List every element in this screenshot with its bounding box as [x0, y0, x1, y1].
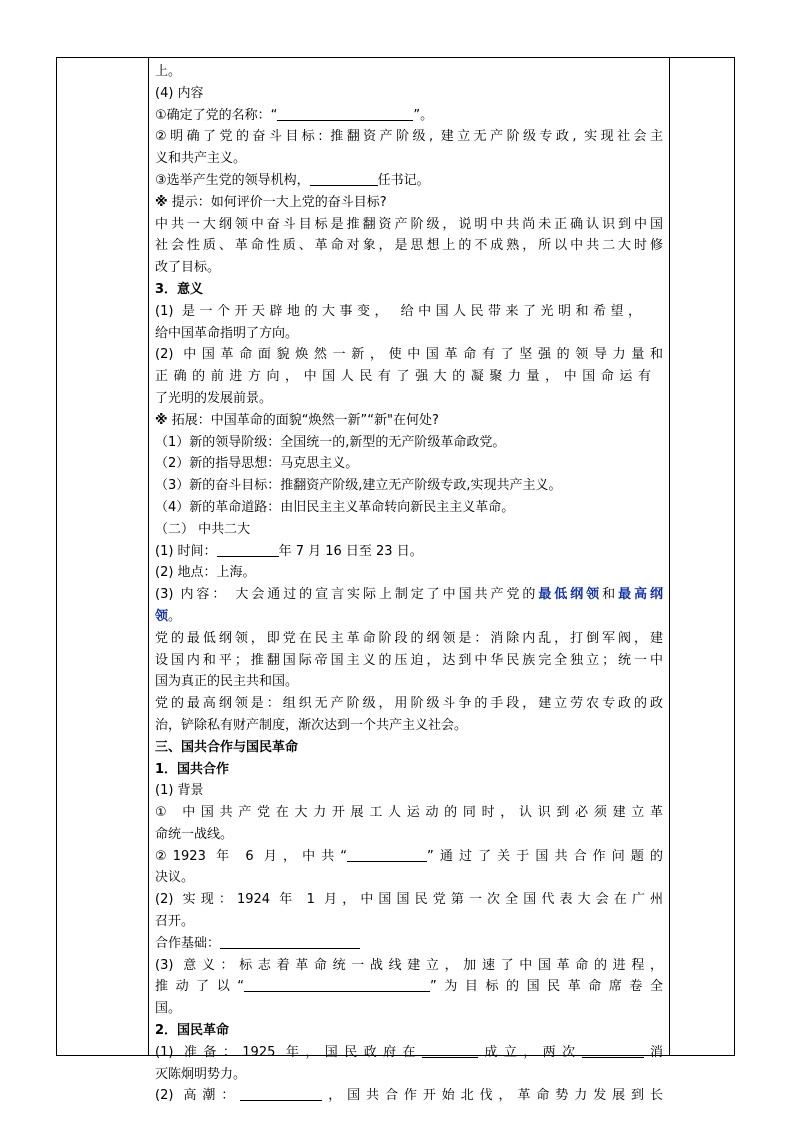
section-heading: 3．意义	[155, 281, 204, 297]
text-line: 国为真正的民主共和国。	[155, 674, 299, 690]
text-line: (3) 意义：标志着革命统一战线建立，加速了中国革命的进程，	[155, 957, 663, 973]
text-line: （4）新的革命道路：由旧民主主义革命转向新民主主义革命。	[155, 499, 515, 515]
text-line: 合作基础：	[155, 933, 663, 955]
tip-line: ※ 提示：如何评价一大上党的奋斗目标?	[155, 194, 387, 210]
text-line: ① 中国共产党在大力开展工人运动的同时，认识到必须建立革	[155, 805, 663, 821]
text-line: （2）新的指导思想：马克思主义。	[155, 456, 359, 472]
section-heading: 1．国共合作	[155, 761, 230, 777]
text-line: (2) 中国革命面貌焕然一新，使中国革命有了坚强的领导力量和	[155, 347, 663, 363]
blank-revolution-goal	[244, 977, 430, 992]
text-line: (1) 时间： 年 7 月 16 日至 23 日。	[155, 543, 423, 559]
section-heading: 三、国共合作与国民革命	[155, 739, 299, 755]
column-divider-right	[669, 58, 670, 1055]
minimum-program: 最低纲领	[538, 587, 603, 603]
text-line: 命统一战线。	[155, 826, 234, 842]
text-line: (1) 准备：1925 年，国民政府在 成立，两次 消	[155, 1044, 663, 1060]
blank-secretary	[310, 171, 378, 186]
section-heading: 2．国民革命	[155, 1023, 230, 1039]
text-line: 召开。	[155, 914, 195, 930]
text-line: 社会性质、革命性质、革命对象，是思想上的不成熟，所以中共二大时修	[155, 238, 663, 254]
content-column	[149, 58, 669, 1104]
text-line: 中共一大纲领中奋斗目标是推翻资产阶级，说明中共尚未正确认识到中国	[155, 216, 663, 232]
blank-expedition	[582, 1043, 644, 1058]
text-line: ②明确了党的奋斗目标: 推翻资产阶级, 建立无产阶级专政, 实现社会主	[155, 129, 663, 145]
text-line: （1）新的领导阶级：全国统一的,新型的无产阶级革命政党。	[155, 434, 506, 450]
text-line: 正确的前进方向，中国人民有了强大的凝聚力量，中国命运有	[155, 369, 651, 385]
text-line: (3) 内容： 大会通过的宣言实际上制定了中国共产党的最低纲领和最高纲	[155, 587, 663, 603]
reference-mark-icon: ※	[155, 412, 168, 428]
text-line: 领。	[155, 608, 182, 624]
text-line: 决议。	[155, 870, 195, 886]
text-line: (2) 高潮： ，国共合作开始北伐，革命势力发展到长	[155, 1088, 663, 1104]
maximum-program: 最高纲	[618, 587, 663, 603]
blank-party-name	[277, 106, 413, 121]
text-line: (1) 是一个开天辟地的大事变， 给中国人民带来了光明和希望，	[155, 303, 641, 319]
text-line: 国。	[155, 1001, 182, 1017]
blank-location	[422, 1043, 478, 1058]
lesson-table	[56, 57, 735, 1104]
reference-mark-icon: ※	[155, 194, 168, 210]
text-line: 党的最低纲领，即党在民主革命阶段的纲领是：消除内乱，打倒军阀，建	[155, 630, 663, 646]
blank-congress	[347, 847, 427, 862]
text-line: (2) 实现：1924 年 1 月，中国国民党第一次全国代表大会在广州	[155, 892, 663, 908]
subheading: (1) 背景	[155, 783, 204, 799]
text-line: 推动了以“ ”为目标的国民革命席卷全	[155, 979, 663, 995]
text-line: 灭陈炯明势力。	[155, 1066, 247, 1082]
text-line: 设国内和平；推翻国际帝国主义的压迫，达到中华民族完全独立；统一中	[155, 652, 663, 668]
text-line: 党的最高纲领是：组织无产阶级，用阶级斗争的手段，建立劳农专政的政	[155, 696, 663, 712]
text-line: 义和共产主义。	[155, 151, 247, 167]
text-line: 治，铲除私有财产制度，渐次达到一个共产主义社会。	[155, 717, 468, 733]
text-line: 上。	[155, 64, 182, 79]
text-line: ②1923 年 6 月，中共“ ”通过了关于国共合作问题的	[155, 848, 663, 864]
text-line: (2) 地点：上海。	[155, 565, 256, 581]
text-line: 了光明的发展前景。	[155, 390, 273, 406]
blank-climax-date	[240, 1086, 322, 1101]
subheading: （二） 中共二大	[155, 521, 251, 537]
text-line: 改了目标。	[155, 260, 221, 276]
text-line: ①确定了党的名称：“ ”。	[155, 107, 434, 123]
text-line: 给中国革命指明了方向。	[155, 325, 299, 341]
tip-line: ※ 拓展：中国革命的面貌“焕然一新”“新"在何处?	[155, 412, 439, 428]
blank-year	[217, 542, 279, 557]
text-line: （3）新的奋斗目标：推翻资产阶级,建立无产阶级专政,实现共产主义。	[155, 478, 562, 494]
blank-cooperation-basis	[220, 934, 360, 949]
subheading: (4) 内容	[155, 85, 204, 101]
text-line: ③选举产生党的领导机构， 任书记。	[155, 172, 430, 188]
